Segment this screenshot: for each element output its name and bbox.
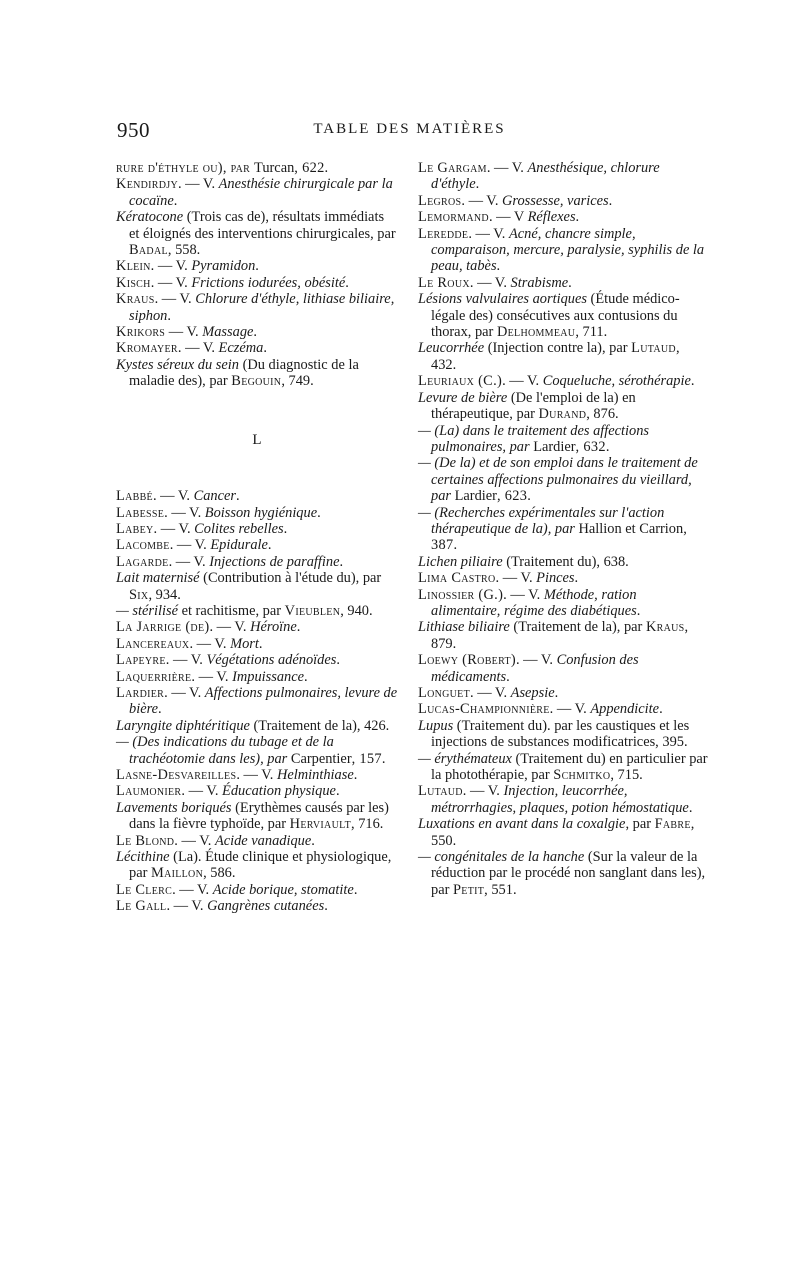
index-entry — [418, 390, 708, 423]
entry-heading: Leredde — [418, 225, 469, 242]
entry-segment: Six — [129, 586, 149, 603]
entry-segment: . — [167, 307, 171, 324]
entry-segment: . — [575, 209, 580, 226]
entry-segment: Acné, chancre simple, comparaison, mercure, paralysie, syphilis de la peau, tabès — [431, 225, 705, 275]
entry-heading: — (De la) et de son emploi dans le traitement de certaines affections pulmonaires du vieillard, par — [418, 455, 698, 505]
entry-segment: , 711. — [575, 324, 608, 341]
index-entry — [418, 423, 708, 456]
entry-segment: Fabre — [654, 816, 691, 833]
entry-segment: Massage — [202, 324, 254, 341]
entry-segment: , 749. — [281, 373, 314, 390]
entry-segment: . — V. — [164, 504, 205, 521]
entry-segment: . — V. — [470, 685, 511, 701]
entry-heading: Lasne-Desvareilles — [116, 767, 237, 783]
entry-segment: Begouin — [231, 373, 282, 390]
entry-segment: (Traitement de la), par — [509, 619, 646, 636]
entry-segment: . — [335, 783, 340, 800]
index-entry — [116, 882, 398, 898]
entry-heading: Lichen piliaire — [418, 553, 503, 570]
entry-segment: , 550. — [431, 816, 695, 849]
entry-segment: (Injection contre la), par — [484, 340, 632, 357]
entry-heading: Levure de bière — [418, 389, 508, 406]
entry-segment: Injections de paraffine — [209, 553, 340, 570]
index-entry — [418, 160, 708, 193]
entry-segment: , 716. — [351, 816, 384, 833]
entry-segment: . — V. — [469, 274, 511, 291]
entry-segment: (Contribution à l'étude du), par — [199, 570, 382, 587]
entry-segment: , 387. — [431, 520, 688, 554]
entry-heading: — congénitales de la hanche — [418, 849, 585, 866]
entry-segment: (Traitement du), 638. — [502, 553, 629, 570]
entry-segment: , 551. — [484, 881, 517, 898]
entry-segment: . — V. — [150, 274, 192, 291]
entry-segment: Anesthésie chirurgicale par la cocaïne — [129, 176, 393, 209]
entry-segment: . — V. — [468, 225, 509, 242]
index-entry — [418, 619, 708, 652]
entry-segment: . — [690, 373, 695, 390]
entry-segment: Lardier — [533, 438, 576, 455]
entry-heading: Lapeyre — [116, 652, 166, 669]
entry-heading: Lécithine — [116, 849, 170, 866]
entry-segment: , 157. — [351, 750, 386, 767]
index-entry — [116, 340, 398, 356]
entry-segment: . — V. — [168, 553, 210, 570]
index-entry — [116, 291, 398, 324]
entry-heading: Linossier (G.) — [418, 586, 504, 603]
entry-segment: . — V. — [502, 373, 543, 390]
section-letter: L — [252, 431, 262, 448]
entry-segment: Delhommeau — [496, 324, 576, 341]
entry-segment: . — [353, 881, 358, 898]
index-entry — [116, 718, 398, 734]
entry-segment: . — V. — [495, 570, 537, 587]
entry-segment: . — V. — [165, 652, 207, 669]
entry-segment: et rachitisme, par — [177, 602, 285, 619]
entry-segment: (Erythèmes causés par les) dans la fièvre typhoïde, par — [129, 799, 389, 833]
entry-segment: , 432. — [431, 340, 680, 373]
entry-segment: . — [296, 619, 301, 636]
entry-segment: Maillon — [150, 865, 204, 882]
index-entry — [116, 258, 398, 274]
entry-segment: . — [554, 685, 559, 701]
entry-segment: Turcan — [254, 160, 295, 176]
entry-segment: Affections pulmonaires, levure de bière — [129, 684, 398, 718]
entry-segment: , 940. — [340, 602, 373, 619]
entries-l — [116, 488, 398, 915]
entry-segment: . — V. — [462, 783, 504, 800]
index-entry — [418, 816, 708, 849]
entry-heading: Lardier — [116, 684, 165, 701]
entry-segment: (Étude médico-légale des) consécutives aux contusions du thorax, par — [431, 291, 680, 341]
entry-segment: . — V. — [169, 537, 211, 554]
entry-segment: Petit — [452, 881, 485, 898]
running-title: TABLE DES MATIÈRES — [313, 121, 506, 137]
entry-segment: . — V — [488, 209, 528, 226]
index-entry — [418, 226, 708, 275]
entry-heading: Lutaud — [418, 783, 463, 800]
entry-segment: . — [283, 520, 288, 537]
entry-segment: . — [255, 258, 259, 275]
entry-heading: rure d'éthyle ou), par — [116, 160, 255, 176]
index-entry — [116, 505, 398, 521]
entry-segment: . — [636, 602, 641, 619]
entry-segment: . — V. — [209, 619, 251, 636]
entry-segment: Grossesse, varices — [502, 192, 609, 209]
entry-segment: . — V. — [152, 488, 194, 505]
entry-heading: Lagarde — [116, 553, 169, 570]
entry-heading: Lemormand — [418, 209, 489, 226]
entry-segment: . — [345, 274, 349, 291]
index-entry — [418, 751, 708, 784]
index-column-right — [418, 160, 708, 898]
index-entry — [116, 783, 398, 799]
index-entry — [418, 554, 708, 570]
index-entry — [418, 505, 708, 554]
entry-heading: Klein — [116, 258, 151, 275]
index-entry — [116, 849, 398, 882]
entry-segment: . — [568, 274, 572, 291]
entry-segment: Acide borique, stomatite — [212, 881, 354, 898]
entry-segment: Impuissance — [232, 668, 305, 685]
entry-heading: Le Clerc — [116, 881, 173, 898]
entry-segment: . — V. — [236, 767, 277, 783]
entry-heading: Kraus — [116, 291, 155, 308]
entry-segment: (Traitement du). par les caustiques et les injections de substances modificatrices, 395. — [431, 717, 690, 751]
entry-segment: . — V. — [503, 586, 544, 603]
entry-segment: Confusion des médicaments — [431, 652, 639, 685]
page-header — [117, 118, 702, 144]
index-entry — [116, 176, 398, 209]
entry-heading: Labbé — [116, 488, 153, 505]
index-entry — [116, 537, 398, 553]
index-entry — [116, 833, 398, 849]
entry-segment: Hallion et Carrion — [578, 520, 684, 537]
entry-heading: Le Gall — [116, 898, 167, 915]
entry-segment: . — V. — [150, 258, 192, 275]
entry-heading: Kendirdjy — [116, 176, 178, 193]
index-entry — [418, 570, 708, 586]
entry-segment: Pyramidon — [191, 258, 256, 275]
entry-heading: Kystes séreux du sein — [116, 356, 239, 373]
entry-segment: (Traitement du) en particulier par la photothérapie, par — [431, 750, 708, 784]
entry-segment: Cancer — [193, 488, 236, 505]
entry-segment: Pinces — [536, 570, 575, 587]
entry-segment: . — [496, 258, 501, 275]
entry-segment: , 623. — [496, 488, 532, 505]
index-column-left — [116, 160, 398, 915]
entry-segment: Kraus — [645, 619, 685, 636]
entry-segment: , 622. — [294, 160, 329, 176]
entry-segment: . — V. — [154, 291, 196, 308]
entry-segment: Badal — [129, 242, 168, 259]
entry-heading: Lancereaux — [116, 635, 190, 652]
entry-heading: Le Gargam — [418, 160, 487, 176]
entry-heading: — (La) dans le traitement des affections pulmonaires, par — [418, 422, 650, 455]
entry-segment: Colites rebelles — [194, 520, 284, 537]
entry-segment: Végétations adénoïdes — [206, 652, 337, 669]
entry-segment: Lutaud — [631, 340, 676, 357]
entry-segment: . — [659, 701, 663, 718]
index-entry — [116, 636, 398, 652]
entry-heading: Labesse — [116, 504, 165, 521]
entry-segment: . — [506, 668, 510, 685]
entry-segment: . — [311, 832, 315, 849]
index-entry — [418, 587, 708, 620]
entry-segment: Herviault — [289, 816, 352, 833]
entry-segment: . — [236, 488, 240, 505]
entry-segment: . — [263, 340, 267, 357]
entry-heading: Leuriaux (C.) — [418, 373, 503, 390]
entry-segment: (De l'emploi de la) en thérapeutique, par — [431, 389, 636, 423]
entry-segment: Carpentier — [290, 750, 352, 767]
index-entry — [418, 193, 708, 209]
entry-heading: Lésions valvulaires aortiques — [418, 291, 587, 308]
entry-heading: Lucas-Championnière — [418, 701, 550, 718]
index-entry — [116, 800, 398, 833]
entry-segment: (Sur la valeur de la réduction par le procédé non sanglant dans les), par — [431, 849, 706, 898]
entry-segment: Gangrènes cutanées — [207, 898, 325, 915]
entry-heading: — érythémateux — [418, 750, 512, 767]
entry-segment: , 558. — [167, 242, 201, 259]
index-entry — [116, 685, 398, 718]
index-entry — [116, 275, 398, 291]
page-number: 950 — [117, 118, 150, 142]
entry-segment: . — V. — [177, 176, 219, 193]
entry-segment: Boisson hygiénique — [204, 504, 318, 521]
index-entry — [418, 718, 708, 751]
entry-segment: . — V. — [515, 652, 557, 669]
index-entry — [116, 160, 398, 176]
entry-segment: Asepsie — [510, 685, 555, 701]
entry-segment: . — V. — [191, 668, 233, 685]
entry-segment: Frictions iodurées, obésité — [191, 274, 346, 291]
entry-segment: . — [574, 570, 579, 587]
entry-segment: (Du diagnostic de la maladie des), par — [129, 356, 359, 390]
index-entry — [116, 619, 398, 635]
index-entry — [116, 767, 398, 783]
entry-segment: . — [267, 537, 272, 554]
entry-heading: Lupus — [418, 717, 454, 734]
entry-segment: Mort — [230, 635, 259, 652]
entry-segment: . — [258, 635, 263, 652]
entry-segment: . — [353, 767, 358, 783]
entry-heading: Laryngite diphtéritique — [116, 717, 250, 734]
entries-k — [116, 160, 398, 390]
index-entry — [116, 324, 398, 340]
entry-segment: . — [317, 504, 321, 521]
entry-segment: . — V. — [153, 520, 195, 537]
index-entry — [116, 521, 398, 537]
entry-segment: Lardier — [454, 488, 497, 505]
entry-heading: — (Des indications du tubage et de la trachéotomie dans les), par — [116, 734, 334, 767]
index-entry — [418, 275, 708, 291]
entry-segment: . — [339, 553, 344, 570]
entry-heading: Legros — [418, 192, 462, 209]
index-entry — [418, 455, 708, 504]
entry-segment: . — [688, 799, 693, 816]
entry-heading: Lait maternisé — [116, 570, 200, 587]
entry-segment: Strabisme — [510, 274, 569, 291]
entry-segment: . — V. — [174, 832, 215, 849]
entry-heading: Luxations en avant dans la coxalgie — [418, 816, 626, 833]
index-entry — [116, 652, 398, 668]
entry-segment: , 934. — [148, 586, 181, 603]
entry-heading: Kisch — [116, 274, 151, 291]
entry-segment: , 632. — [575, 438, 610, 455]
index-entry — [418, 652, 708, 685]
index-entry — [116, 669, 398, 685]
entry-segment: , 876. — [586, 406, 619, 423]
index-entry — [418, 291, 708, 340]
entry-segment: . — V. — [549, 701, 591, 718]
entry-segment: (Trois cas de), résultats immédiats et éloignés des interventions chirurgicales, par — [129, 209, 396, 242]
entry-segment: . — V. — [189, 635, 231, 652]
entry-segment: . — V. — [164, 684, 205, 701]
index-entry — [418, 340, 708, 373]
entry-segment: . — V. — [172, 881, 213, 898]
entry-segment: . — [253, 324, 258, 341]
index-entry — [116, 570, 398, 603]
entry-segment: Réflexes — [527, 209, 576, 226]
entry-heading: Loewy (Robert) — [418, 652, 516, 669]
entry-heading: Laquerrière — [116, 668, 192, 685]
entries-l-continued — [418, 160, 708, 898]
index-entry — [116, 898, 398, 914]
index-entry — [116, 603, 398, 619]
entry-segment: . — [304, 668, 308, 685]
entry-segment: Anesthésique, chlorure d'éthyle — [431, 160, 660, 193]
entry-segment: . — V. — [461, 192, 503, 209]
entry-segment: Acide vanadique — [214, 832, 312, 849]
entry-segment: , par — [625, 816, 655, 833]
entry-segment: (La). Étude clinique et physiologique, par — [129, 849, 392, 882]
entry-segment: , 879. — [431, 619, 689, 652]
entry-heading: — (Recherches expérimentales sur l'action thérapeutique de la), par — [418, 504, 665, 537]
entry-segment: . — [158, 701, 162, 718]
entry-segment: — V. — [165, 324, 203, 341]
entry-segment: Schmitko — [553, 767, 611, 784]
entry-heading: Laumonier — [116, 783, 182, 800]
index-entry — [116, 357, 398, 390]
index-entry — [116, 554, 398, 570]
entry-segment: . — V. — [181, 783, 223, 800]
entry-heading: Kératocone — [116, 209, 184, 226]
entry-segment: Chlorure d'éthyle, lithiase biliaire, siphon — [129, 291, 395, 324]
index-entry — [116, 209, 398, 258]
entry-heading: Krikors — [116, 324, 166, 341]
entry-heading: Le Roux — [418, 274, 470, 291]
entry-heading: Lima Castro — [418, 570, 496, 587]
entry-segment: Appendicite — [590, 701, 660, 718]
entry-segment: . — [475, 176, 480, 193]
entry-segment: . — [608, 192, 613, 209]
entry-heading: Labey — [116, 520, 154, 537]
entry-segment: (Traitement de la), 426. — [249, 717, 390, 734]
entry-heading: Le Blond — [116, 832, 175, 849]
entry-segment: . — V. — [486, 160, 528, 176]
index-entry — [418, 783, 708, 816]
entry-heading: Lavements boriqués — [116, 799, 232, 816]
entry-segment: . — [173, 192, 178, 209]
index-entry — [418, 849, 708, 898]
entry-segment: Helminthiase — [276, 767, 354, 783]
entry-segment: Injection, leucorrhée, métrorrhagies, plaques, potion hémostatique — [431, 783, 689, 816]
entry-heading: Lacombe — [116, 537, 170, 554]
entry-segment: Epidurale — [210, 537, 268, 554]
entry-heading: La Jarrige (de) — [116, 619, 210, 636]
entry-segment: Vieublen — [284, 602, 341, 619]
index-entry — [116, 734, 398, 767]
index-entry — [418, 373, 708, 389]
entry-segment: . — [324, 898, 328, 915]
entry-segment: , 715. — [610, 767, 643, 784]
index-entry — [418, 209, 708, 225]
index-entry — [418, 685, 708, 701]
entry-segment: . — V. — [166, 898, 208, 915]
entry-segment: Eczéma — [218, 340, 264, 357]
entry-segment: Durand — [538, 406, 587, 423]
entry-heading: Kromayer — [116, 340, 178, 357]
entry-segment: Méthode, ration alimentaire, régime des diabétiques — [431, 586, 637, 619]
entry-segment: Héroïne — [250, 619, 297, 636]
entry-segment: . — V. — [177, 340, 219, 357]
entry-heading: — stérilisé — [116, 602, 178, 619]
entry-heading: Leucorrhée — [418, 340, 485, 357]
index-entry — [418, 701, 708, 717]
entry-segment: , 586. — [203, 865, 236, 882]
entry-segment: Éducation physique — [222, 783, 336, 800]
entry-segment: Coqueluche, sérothérapie — [542, 373, 691, 390]
entry-heading: Longuet — [418, 685, 470, 701]
entry-segment: . — [336, 652, 340, 669]
entry-heading: Lithiase biliaire — [418, 619, 510, 636]
index-entry — [116, 488, 398, 504]
